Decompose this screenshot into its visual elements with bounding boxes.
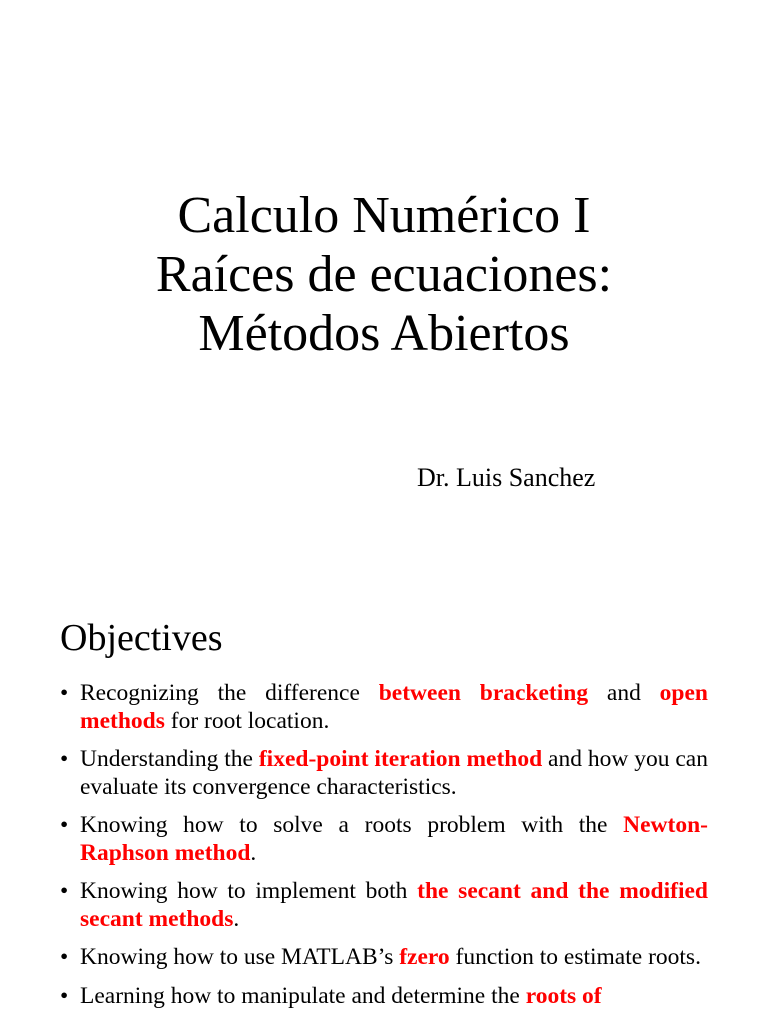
title-line-2: Raíces de ecuaciones: [155,246,613,303]
bullet-icon: • [60,680,69,706]
objective-text: Recognizing the difference [80,680,379,706]
objective-highlight: fixed-point iteration method [258,746,543,772]
objective-text: and how you can evaluate its convergence characteristics. [80,746,708,800]
objective-text: . [250,839,257,866]
objective-text: . [233,905,240,932]
objective-item-2 [60,746,708,801]
objective-highlight: Newton-Raphson method [80,812,708,866]
bullet-icon: • [60,878,69,904]
title-line-3: Métodos Abiertos [198,305,570,362]
objective-highlight: roots of [525,982,602,1009]
objective-text: function to estimate roots. [449,944,701,970]
slide-title [0,186,768,363]
objective-text: Knowing how to implement both [80,878,418,904]
objective-highlight: fzero [399,944,450,970]
objective-text: for root location. [164,707,330,734]
objectives-list [60,680,708,1021]
objective-item-5 [60,944,708,972]
objective-highlight: open methods [80,680,708,734]
objectives-heading: Objectives [60,617,223,659]
objective-highlight: the secant and the modified secant methods [80,878,708,932]
objective-text: Learning how to manipulate and determine the [80,982,526,1009]
objective-text: and [588,680,660,706]
objective-item-1 [60,680,708,735]
objective-text: Knowing how to use MATLAB’s [80,944,400,970]
objective-item-6 [60,983,708,1011]
objective-item-4 [60,878,708,933]
bullet-icon: • [60,944,69,970]
author-name: Dr. Luis Sanchez [417,463,596,492]
objective-highlight: between bracketing [378,680,589,706]
bullet-icon: • [60,812,69,838]
bullet-icon: • [60,982,69,1009]
objective-item-3 [60,812,708,867]
objective-text: Understanding the [80,746,259,772]
objectives-slide [0,576,768,1024]
bullet-icon: • [60,746,69,772]
objective-text: Knowing how to solve a roots problem with the [80,812,624,838]
title-line-1: Calculo Numérico I [177,187,591,244]
